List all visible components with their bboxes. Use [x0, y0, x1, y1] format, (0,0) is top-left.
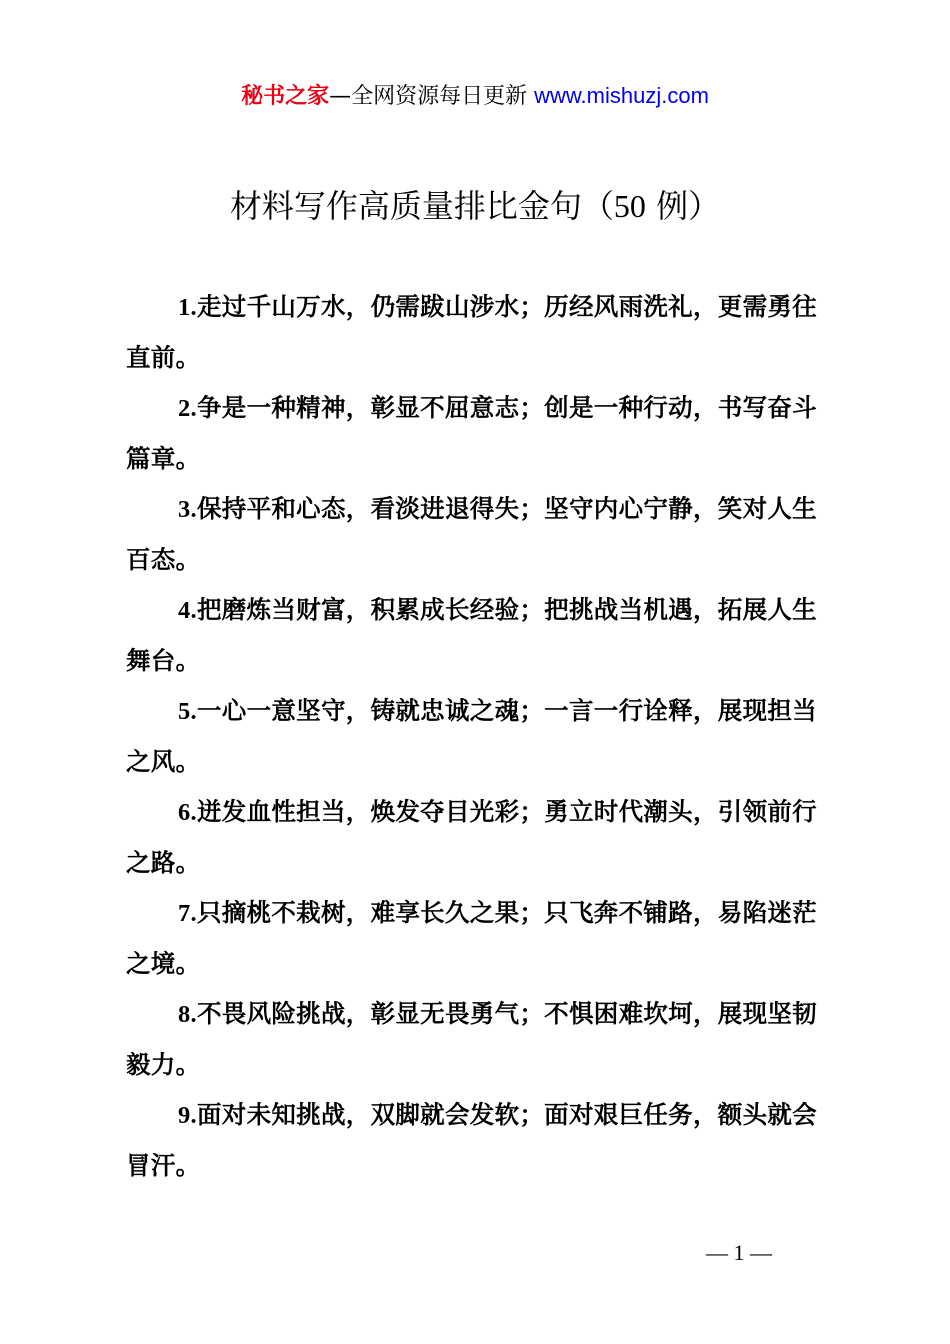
item-text: 面对未知挑战，双脚就会发软；面对艰巨任务，额头就会冒汗。	[126, 1100, 817, 1180]
item-index: 4.	[178, 597, 197, 624]
item-text: 保持平和心态，看淡进退得失；坚守内心宁静，笑对人生百态。	[126, 494, 817, 574]
item-text: 迸发血性担当，焕发夺目光彩；勇立时代潮头，引领前行之路。	[126, 797, 817, 877]
list-item	[126, 1090, 834, 1191]
document-title-suffix: 例）	[645, 187, 721, 225]
document-title-text: 材料写作高质量排比金句（	[229, 187, 614, 225]
item-text: 不畏风险挑战，彰显无畏勇气；不惧困难坎坷，展现坚韧毅力。	[126, 999, 817, 1079]
item-index: 8.	[178, 1001, 197, 1028]
list-item	[126, 282, 834, 383]
item-text: 只摘桃不栽树，难享长久之果；只飞奔不铺路，易陷迷茫之境。	[126, 898, 817, 978]
list-item	[126, 383, 834, 484]
site-url-link[interactable]: www.mishuzj.com	[534, 83, 709, 108]
document-title-number: 50	[613, 188, 646, 224]
item-text: 争是一种精神，彰显不屈意志；创是一种行动，书写奋斗篇章。	[126, 393, 817, 473]
item-index: 9.	[178, 1102, 197, 1129]
item-text: 走过千山万水，仍需跋山涉水；历经风雨洗礼，更需勇往直前。	[126, 292, 817, 372]
list-item	[126, 484, 834, 585]
item-index: 7.	[178, 900, 197, 927]
item-index: 2.	[178, 395, 197, 422]
item-index: 1.	[178, 294, 197, 321]
page-number: — 1 —	[706, 1240, 772, 1265]
site-brand: 秘书之家	[241, 84, 330, 109]
item-index: 6.	[178, 799, 197, 826]
site-tagline: —全网资源每日更新	[329, 84, 535, 109]
list-item	[126, 989, 834, 1090]
list-item	[126, 686, 834, 787]
list-item	[126, 888, 834, 989]
document-title	[0, 184, 950, 228]
item-text: 一心一意坚守，铸就忠诚之魂；一言一行诠释，展现担当之风。	[126, 696, 817, 776]
item-index: 5.	[178, 698, 197, 725]
list-item	[126, 787, 834, 888]
site-header	[0, 80, 950, 113]
list-item	[126, 585, 834, 686]
sentence-list	[126, 282, 834, 1191]
item-index: 3.	[178, 496, 197, 523]
item-text: 把磨炼当财富，积累成长经验；把挑战当机遇，拓展人生舞台。	[126, 595, 817, 675]
